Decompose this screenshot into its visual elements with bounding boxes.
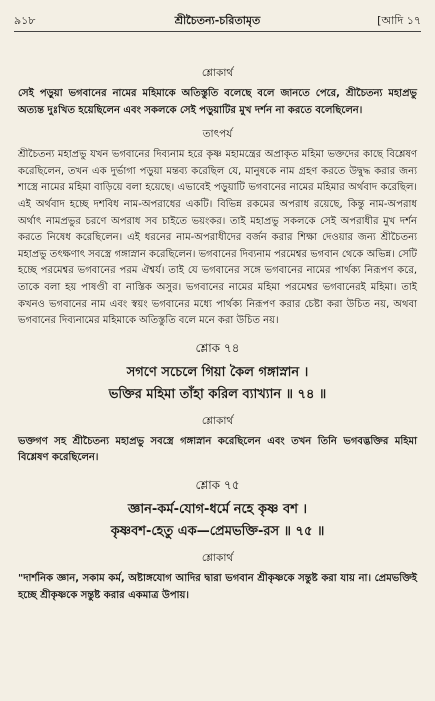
verse-74-line-2: ভক্তির মহিমা তাঁহা করিল ব্যাখ্যান ॥ ৭৪ ॥ [108,386,327,402]
translation-heading: শ্লোকার্থ [201,67,234,79]
verse-74-line-1: সগণে সচেলে গিয়া কৈল গঙ্গাস্নান । [126,364,309,380]
verse-75-line-2: কৃষ্ণবশ-হেতু এক—প্রেমভক্তি-রস ॥ ৭৫ ॥ [110,523,325,539]
header-rule [14,31,421,32]
translation-75-text: "দার্শনিক জ্ঞান, সকাম কর্ম, অষ্টাঙ্গযোগ আদির দ্বারা ভগবান শ্রীকৃষ্ণকে সন্তুষ্ট করা যায় না। প্রেমভক্তিই হচ্ছে শ্রীকৃষ্ণকে সন্তুষ্ট করার একমাত্র উপায়। [18,572,417,601]
page-header [14,12,421,30]
translation-text: সেই পড়ুয়া ভগবানের নামের মহিমাকে অতিস্তুতি বলেছে বলে জানতে পেরে, শ্রীচৈতন্য মহাপ্রভু অত্যন্ত দুঃখিত হয়েছিলেন এবং সকলকে সেই পড়ুয়াটির মুখ দর্শন না করতে বলেছিলেন। [18,88,417,116]
verse-75-heading: শ্লোক ৭৫ [195,477,240,492]
page-content [18,40,417,604]
translation-74-text: ভক্তগণ সহ শ্রীচৈতন্য মহাপ্রভু সবস্ত্রে গঙ্গাস্নান করেছিলেন এবং তখন তিনি ভগবদ্ভক্তির মহিমা বিশ্লেষণ করেছিলেন। [18,435,417,464]
verse-74-heading: শ্লোক ৭৪ [195,340,240,355]
page-number: ৯১৮ [14,14,36,27]
translation-74-heading: শ্লোকার্থ [201,414,234,427]
book-title: শ্রীচৈতন্য-চরিতামৃত [174,14,261,27]
purport-text: শ্রীচৈতন্য মহাপ্রভু যখন ভগবানের দিব্যনাম হরে কৃষ্ণ মহামন্ত্রের অপ্রাকৃত মহিমা ভক্তদের কাছে বিশ্লেষণ করেছিলেন, তখন এক দুর্ভাগা পড়ুয়া মন্তব্য করেছিল যে, মানুষকে নাম গ্রহণ করতে উদ্বুদ্ধ করার জন্য শাস্ত্রে নামের মহিমা বাড়িয়ে বলা হয়েছে। এভাবেই পড়ুয়াটি ভগবানের নামের মহিমার অর্থবাদ করেছিল। এই অর্থবাদ হচ্ছে দশবিধ নাম-অপরাধের একটি। বিভিন্ন রকমের অপরাধ রয়েছে, কিন্তু নাম-অপরাধ অর্থাৎ নামপ্রভুর চরণে অপরাধ সব চাইতে ভয়ংকর। তাই মহাপ্রভু সকলকে সেই অপরাধীর মুখ দর্শন করতে নিষেধ করেছিলেন। এই ধরনের নাম-অপরাধীদের বর্জন করার শিক্ষা দেওয়ার জন্য শ্রীচৈতন্য মহাপ্রভু তৎক্ষণাৎ সবস্ত্রে গঙ্গাস্নান করেছিলেন। ভগবানের দিব্যনাম পরমেশ্বর ভগবান থেকে অভিন্ন। সেটি হচ্ছে পরমেশ্বর ভগবানের পরম ঐশ্বর্য। তাই যে ভগবানের সঙ্গে ভগবানের নামের পার্থক্য নিরূপণ করে, তাকে বলা হয় পাষণ্ডী বা নাস্তিক অসুর। ভগবানের নামের মহিমা পরমেশ্বর ভগবানেরই মহিমা। তাই কখনও ভগবানের নাম এবং স্বয়ং ভগবানের মধ্যে পার্থক্য নিরূপণ করার চেষ্টা করা উচিত নয়, অথবা ভগবানের দিব্যনামের মহিমাকে অতিস্তুতি বলে মনে করা উচিত নয়। [18,149,417,327]
translation-75-heading: শ্লোকার্থ [201,551,234,564]
chapter-marker: [আদি ১৭ [377,14,421,27]
purport-heading: তাৎপর্য [202,128,233,141]
verse-75-line-1: জ্ঞান-কর্ম-যোগ-ধর্মে নহে কৃষ্ণ বশ । [127,501,308,517]
